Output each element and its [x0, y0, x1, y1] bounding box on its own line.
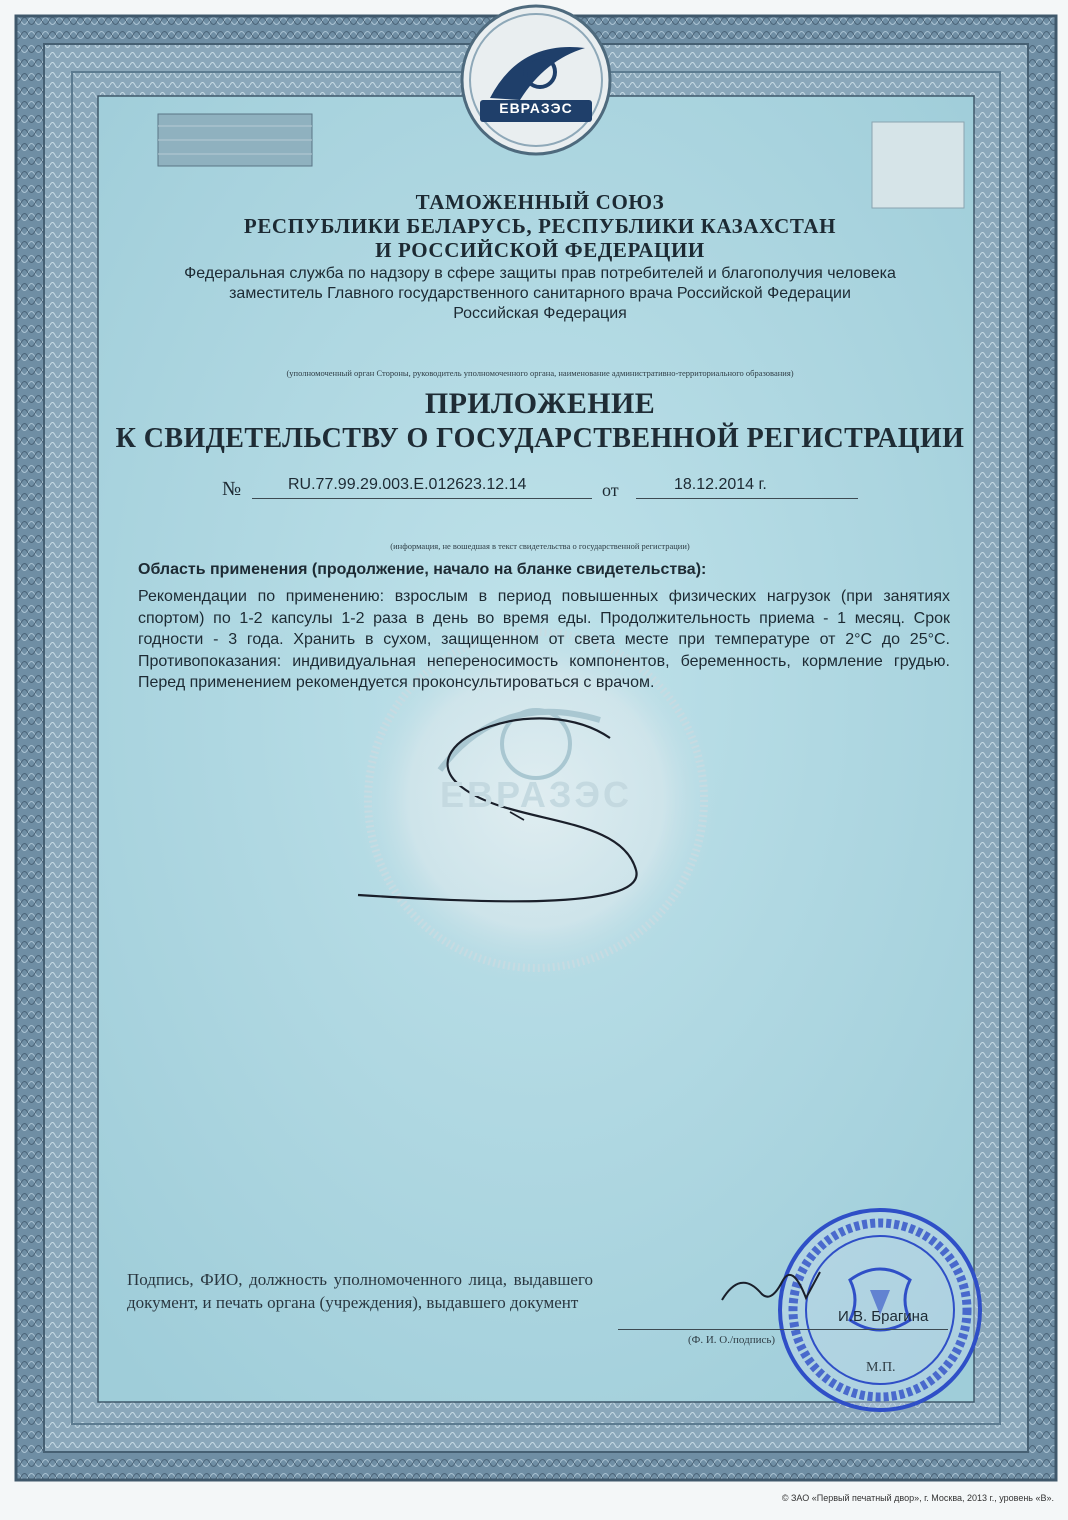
title-line-2: К СВИДЕТЕЛЬСТВУ О ГОСУДАРСТВЕННОЙ РЕГИСТРАЦИИ	[115, 423, 965, 454]
scope-title: Область применения (продолжение, начало на бланке свидетельства):	[138, 561, 707, 578]
date-underline	[636, 498, 858, 499]
header-line-3: И РОССИЙСКОЙ ФЕДЕРАЦИИ	[375, 238, 705, 262]
authority-line-1: Федеральная служба по надзору в сфере защиты прав потребителей и благополучия человека	[184, 265, 896, 282]
signer-name: И.В. Брагина	[838, 1308, 929, 1325]
info-caption: (информация, не вошедшая в текст свидетельства о государственной регистрации)	[390, 541, 690, 551]
registration-line	[222, 472, 862, 502]
number-sign: №	[222, 478, 242, 500]
title-line-1: ПРИЛОЖЕНИЕ	[424, 387, 656, 420]
authority-caption: (уполномоченный орган Стороны, руководитель уполномоченного органа, наименование административно-территориального образования)	[286, 368, 794, 378]
signer-underline	[618, 1329, 948, 1330]
eurasec-logo-label: ЕВРАЗЭС	[499, 100, 573, 116]
scope-section	[138, 560, 950, 694]
from-word: от	[602, 480, 619, 500]
printer-note: © ЗАО «Первый печатный двор», г. Москва, 2013 г., уровень «В».	[781, 1493, 1054, 1503]
header-line-1: ТАМОЖЕННЫЙ СОЮЗ	[415, 190, 665, 214]
registration-date: 18.12.2014 г.	[674, 476, 767, 493]
number-underline	[252, 498, 592, 499]
signature-caption: Подпись, ФИО, должность уполномоченного лица, выдавшего документ, и печать органа (учреждения), выдавшего документ	[127, 1270, 593, 1312]
fio-caption: (Ф. И. О./подпись)	[688, 1334, 776, 1346]
registration-number: RU.77.99.29.003.E.012623.12.14	[288, 476, 527, 493]
document-header	[100, 190, 980, 324]
header-line-2: РЕСПУБЛИКИ БЕЛАРУСЬ, РЕСПУБЛИКИ КАЗАХСТАН	[243, 214, 837, 238]
authority-line-3: Российская Федерация	[453, 305, 627, 322]
scope-text: Рекомендации по применению: взрослым в период повышенных физических нагрузок (при занятиях спортом) по 1-2 капсулы 1-2 раза в день во время еды. Продолжительность приема - 1 месяц. Срок годности - 3 года. Хранить в сухом, защищенном от света месте при температуре от 2°С до 25°С. Противопоказания: индивидуальная непереносимость компонентов, беременность, кормление грудью. Перед применением рекомендуется проконсультироваться с врачом.	[138, 588, 950, 691]
mp-label: М.П.	[866, 1360, 896, 1375]
watermark-logo-label: ЕВРАЗЭС	[439, 774, 633, 815]
authority-line-2: заместитель Главного государственного санитарного врача Российской Федерации	[229, 285, 851, 302]
